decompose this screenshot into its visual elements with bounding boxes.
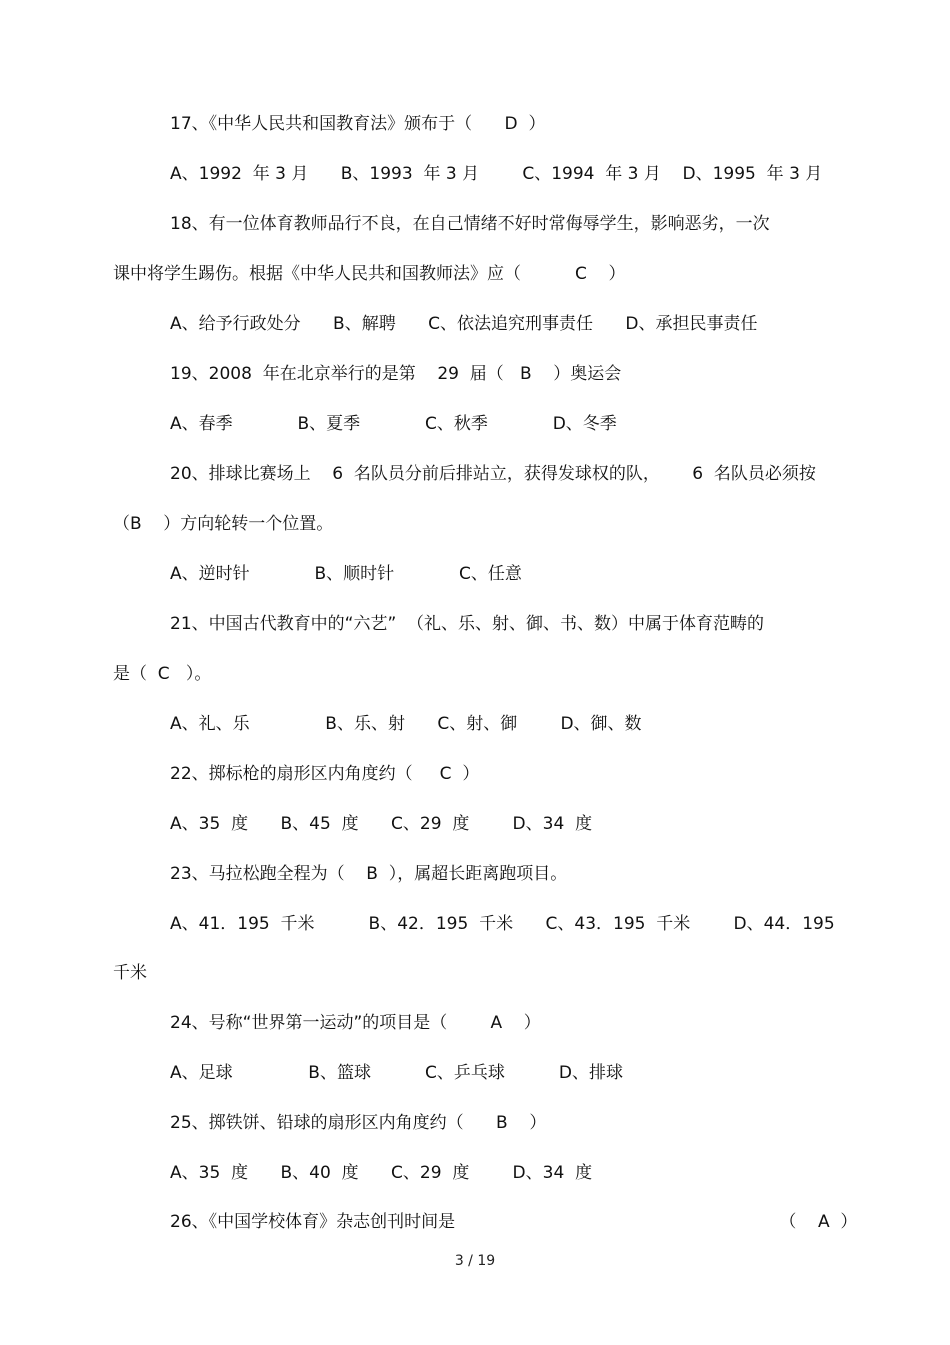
question-26: 26、《中国学校体育》杂志创刊时间是 （ A ） (170, 1212, 858, 1232)
question-22: 22、掷标枪的扇形区内角度约（ C ） (170, 764, 480, 784)
question-21-continued: 是（ C ）。 (113, 664, 212, 684)
question-24-options: A、足球 B、篮球 C、乒乓球 D、排球 (170, 1063, 623, 1083)
question-21-options: A、礼、乐 B、乐、射 C、射、御 D、御、数 (170, 714, 642, 734)
question-24: 24、号称“世界第一运动”的项目是（ A ） (170, 1013, 541, 1033)
question-20-continued: （B ）方向轮转一个位置。 (113, 514, 334, 534)
question-20: 20、排球比赛场上 6 名队员分前后排站立，获得发球权的队， 6 名队员必须按 (170, 464, 816, 484)
question-22-options: A、35 度 B、45 度 C、29 度 D、34 度 (170, 814, 593, 834)
question-18-continued: 课中将学生踢伤。根据《中华人民共和国教师法》应（ C ） (113, 264, 626, 284)
question-17: 17、《中华人民共和国教育法》颁布于（ D ） (170, 114, 546, 134)
question-19-options: A、春季 B、夏季 C、秋季 D、冬季 (170, 414, 617, 434)
question-25-options: A、35 度 B、40 度 C、29 度 D、34 度 (170, 1163, 593, 1183)
question-23-options: A、41．195 千米 B、42．195 千米 C、43．195 千米 D、44．195 (170, 914, 835, 934)
question-21: 21、中国古代教育中的“六艺” （礼、乐、射、御、书、数）中属于体育范畴的 (170, 614, 765, 634)
question-23-options-continued: 千米 (113, 963, 147, 983)
question-20-options: A、逆时针 B、顺时针 C、任意 (170, 564, 522, 584)
page-number: 3 / 19 (454, 1253, 496, 1269)
question-17-options: A、1992 年 3 月 B、1993 年 3 月 C、1994 年 3 月 D、1995 年 3 月 (170, 164, 823, 184)
question-18: 18、有一位体育教师品行不良，在自己情绪不好时常侮辱学生，影响恶劣，一次 (170, 214, 770, 234)
question-19: 19、2008 年在北京举行的是第 29 届（ B ）奥运会 (170, 364, 622, 384)
question-25: 25、掷铁饼、铅球的扇形区内角度约（ B ） (170, 1113, 547, 1133)
question-18-options: A、给予行政处分 B、解聘 C、依法追究刑事责任 D、承担民事责任 (170, 314, 758, 334)
question-23: 23、马拉松跑全程为（ B ），属超长距离跑项目。 (170, 864, 568, 884)
